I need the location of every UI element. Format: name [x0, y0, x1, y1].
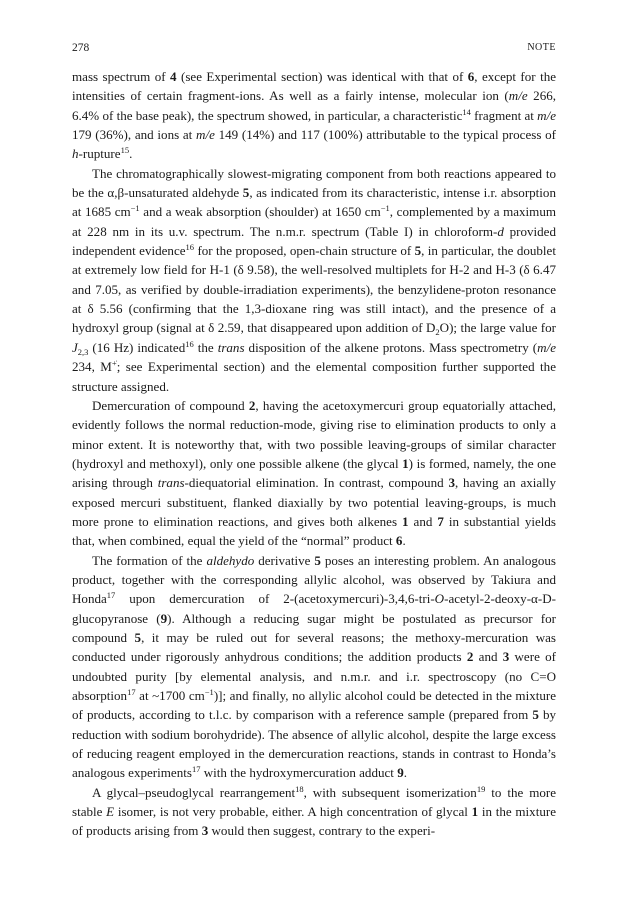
article-body: [72, 67, 556, 841]
paragraph-1: mass spectrum of 4 (see Experimental section) was identical with that of 6, except for the intensities of certain fragment-ions. As well as a fairly intense, molecular ion (m/e 266, 6.4% of the base peak), the spectrum showed, in particular, a characteristic$^{14}$ fragment at m/e 179 (36%), and ions at m/e 149 (14%) and 117 (100%) attributable to the typical process of h-rupture$^{15}$.: [72, 69, 557, 162]
paragraph-4: The formation of the aldehydo derivative 5 poses an interesting problem. An analogous product, together with the corresponding allylic alcohol, was observed by Takiura and Honda$^{17}$ upon demercuration of 2-(acetoxymercuri)-3,4,6-tri-O-acetyl-2-deoxy-α-D-glucopyranose (9). Although a reducing sugar might be postulated as precursor for compound 5, it may be ruled out for several reasons; the methoxy-mercuration was conducted under rigorously anhydrous conditions; the addition products 2 and 3 were of undoubted purity [by elemental analysis, and n.m.r. and i.r. spectroscopy (no C=O absorption$^{17}$ at ~1700 $cm^{-1}$)]; and finally, no allylic alcohol could be detected in the mixture of products, according to t.l.c. by comparison with a reference sample (prepared from 5 by reduction with sodium borohydride). The absence of allylic alcohol, despite the large excess of reducing reagent employed in the demercuration reactions, stands in contrast to Honda’s analogous experiments$^{17}$ with the hydroxymercuration adduct 9.: [72, 552, 557, 781]
page-number: 278: [72, 42, 90, 54]
page-header: [72, 42, 556, 58]
paragraph-5: A glycal–pseudoglycal rearrangement$^{18}$, with subsequent isomerization$^{19}$ to the more stable E isomer, is not very probable, either. A high concentration of glycal 1 in the mixture of products arising from 3 would then suggest, contrary to the experi-: [72, 783, 556, 839]
paragraph-3: Demercuration of compound 2, having the acetoxymercuri group equatorially attached, evidently follows the normal reduction-mode, giving rise to elimination products to only a minor extent. It is noteworthy that, with two possible leaving-groups of similar character (hydroxyl and methoxyl), only one possible alkene (the glycal 1) is formed, namely, the one arising through trans-diequatorial elimination. In contrast, compound 3, having an axially exposed mercuri substituent, flanked diaxially by two potential leaving-groups, is much more prone to elimination reactions, and gives both alkenes 1 and 7 in substantial yields that, when combined, equal the yield of the “normal” product 6.: [72, 397, 556, 549]
section-label: NOTE: [527, 42, 556, 53]
paragraph-2: The chromatographically slowest-migrating component from both reactions appeared to be the α,β-unsaturated aldehyde 5, as indicated from its characteristic, intense i.r. absorption at 1685 $cm^{-1}$ and a weak absorption (shoulder) at 1650 $cm^{-1}$, complemented by a maximum at 228 nm in its u.v. spectrum. The n.m.r. spectrum (Table I) in chloroform-d provided independent evidence$^{16}$ for the proposed, open-chain structure of 5, in particular, the doublet at extremely low field for H-1 (δ 9.58), the well-resolved multiplets for H-2 and H-3 (δ 6.47 and 7.05, as verified by double-irradiation experiments), the benzylidene-proton resonance at δ 5.56 (confirming that the 1,3-dioxane ring was still intact), and the presence of a hydroxyl group (signal at δ 2.59, that disappeared upon addition of $D_2O$); the large value for $J_{2,3}$ (16 Hz) indicated$^{16}$ the trans disposition of the alkene protons. Mass spectrometry (m/e 234, M+̇; see Experimental section) and the elemental composition further supported the structure assigned.: [72, 165, 556, 394]
